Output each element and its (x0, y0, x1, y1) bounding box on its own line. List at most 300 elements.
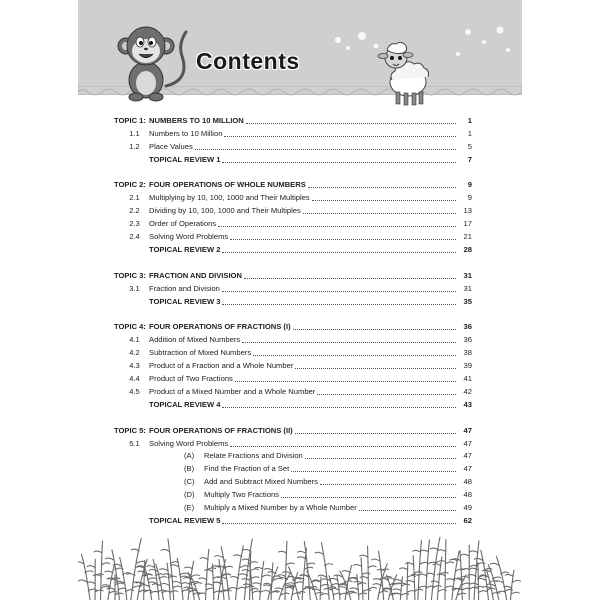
section-title: Subtraction of Mixed Numbers (149, 348, 252, 358)
section-number: 2.2 (129, 206, 140, 216)
topic-heading[interactable] (114, 423, 472, 436)
section-number: 4.1 (129, 335, 140, 345)
dot-leader (312, 200, 456, 201)
grass-leaf (163, 574, 171, 576)
dot-leader (295, 368, 456, 369)
grass-leaf (419, 574, 427, 576)
section-number: 5.1 (129, 438, 140, 448)
review-title: TOPICAL REVIEW 4 (149, 399, 221, 409)
grass-leaf (159, 577, 167, 579)
dot-leader (293, 329, 456, 330)
grass-leaf (150, 591, 158, 593)
topic-heading[interactable] (114, 113, 472, 126)
topic-group (114, 423, 472, 526)
grass-leaf (107, 588, 115, 590)
section-title: Solving Word Problems (149, 232, 229, 242)
subsection-letter: (B) (184, 464, 195, 474)
grass-leaf (322, 579, 330, 581)
grass-leaf (224, 566, 232, 568)
page-number: 42 (463, 386, 472, 396)
grass-leaf (185, 567, 193, 569)
grass-leaf (368, 566, 376, 568)
grass-blade (357, 574, 359, 600)
grass-leaf (198, 593, 206, 595)
grass-leaf (231, 577, 239, 579)
grass-leaf (470, 551, 478, 553)
grass-leaf (446, 562, 454, 564)
grass-leaf (342, 571, 350, 573)
subsection-entry[interactable] (114, 500, 472, 513)
grass-leaf (105, 558, 113, 560)
page-number: 47 (463, 438, 472, 448)
dot-leader (242, 342, 456, 343)
topic-group (114, 113, 472, 165)
grass-leaf (161, 583, 169, 585)
grass-blade (437, 557, 441, 600)
page-number: 36 (463, 322, 472, 332)
grass-leaf (205, 570, 213, 572)
grass-leaf (228, 588, 236, 590)
grass-blade (425, 540, 429, 600)
grass-leaf (173, 581, 181, 583)
subsection-title: Add and Subtract Mixed Numbers (204, 477, 318, 487)
dot-leader (235, 381, 456, 382)
dot-leader (244, 278, 456, 279)
grass-leaf (420, 562, 428, 564)
grass-leaf (349, 592, 357, 594)
topic-title: FOUR OPERATIONS OF WHOLE NUMBERS (149, 180, 306, 190)
grass-leaf (430, 548, 438, 550)
grass-blade (478, 563, 479, 600)
page-title: Contents (196, 48, 300, 74)
grass-leaf (162, 591, 170, 593)
grass-leaf (497, 591, 505, 593)
section-entry[interactable] (114, 281, 472, 294)
section-title: Order of Operations (149, 219, 217, 229)
topic-group (114, 178, 472, 255)
topic-heading[interactable] (114, 178, 472, 191)
grass-leaf (318, 575, 326, 577)
grass-leaf (419, 586, 427, 588)
topic-title: NUMBERS TO 10 MILLION (149, 115, 244, 125)
grass-leaf (478, 576, 486, 578)
grass-leaf (431, 581, 439, 583)
grass-leaf (242, 570, 250, 572)
dot-leader (305, 458, 456, 459)
page-number: 31 (463, 270, 472, 280)
topic-title: FRACTION AND DIVISION (149, 270, 242, 280)
page-number: 62 (463, 515, 472, 525)
grass-leaf (240, 566, 248, 568)
subsection-title: Multiply Two Fractions (204, 490, 279, 500)
section-title: Product of a Mixed Number and a Whole Number (149, 386, 316, 396)
grass-blade (219, 560, 224, 600)
dot-leader (222, 304, 456, 305)
grass-leaf (286, 563, 294, 565)
page-number: 35 (463, 296, 472, 306)
topic-heading[interactable] (114, 268, 472, 281)
dot-leader (224, 136, 456, 137)
page-number: 47 (463, 425, 472, 435)
topic-label: TOPIC 4: (114, 322, 146, 332)
grass-blade (131, 539, 141, 600)
grass-leaf (152, 584, 160, 586)
page-number: 5 (467, 141, 472, 151)
grass-blade (82, 554, 90, 600)
monkey-icon (108, 16, 192, 102)
grass-leaf (307, 563, 315, 565)
grass-blade (144, 566, 151, 600)
dot-leader (308, 187, 456, 188)
grass-leaf (240, 574, 248, 576)
subsection-title: Relate Fractions and Division (204, 451, 303, 461)
grass-leaf (320, 594, 328, 596)
grass-blade (321, 543, 329, 600)
grass-leaf (94, 551, 102, 553)
section-entry[interactable] (114, 203, 472, 216)
page-number: 9 (467, 193, 472, 203)
page-number: 47 (463, 464, 472, 474)
subsection-entry[interactable] (114, 474, 472, 487)
grass-blade (460, 551, 462, 600)
grass-leaf (194, 583, 202, 585)
section-number: 2.3 (129, 219, 140, 229)
grass-leaf (470, 583, 478, 585)
dot-leader (195, 149, 456, 150)
grass-leaf (312, 589, 320, 591)
dot-leader (218, 226, 456, 227)
grass-leaf (243, 549, 251, 551)
page-number: 41 (463, 374, 472, 384)
grass-leaf (350, 588, 358, 590)
table-of-contents (114, 113, 472, 539)
grass-leaf (87, 582, 95, 584)
page-number: 17 (463, 219, 472, 229)
section-number: 1.2 (129, 141, 140, 151)
section-number: 3.1 (129, 283, 140, 293)
grass-leaf (131, 549, 139, 551)
subsection-letter: (C) (184, 477, 195, 487)
dot-leader (291, 471, 456, 472)
grass-leaf (373, 584, 381, 586)
subsection-entry[interactable] (114, 487, 472, 500)
grass-leaf (495, 581, 503, 583)
grass-leaf (85, 571, 93, 573)
subsection-title: Find the Fraction of a Set (204, 464, 290, 474)
grass-leaf (492, 577, 500, 579)
grass-leaf (492, 592, 500, 594)
section-entry[interactable] (114, 216, 472, 229)
grass-leaf (199, 578, 207, 580)
grass-leaf (400, 568, 408, 570)
grass-leaf (182, 583, 190, 585)
grass-leaf (474, 558, 482, 560)
grass-leaf (105, 571, 113, 573)
section-entry[interactable] (114, 190, 472, 203)
grass-leaf (274, 578, 282, 580)
grass-leaf (414, 572, 422, 574)
grass-leaf (295, 582, 303, 584)
section-title: Dividing by 10, 100, 1000 and Their Multiples (149, 206, 301, 216)
section-number: 4.2 (129, 348, 140, 358)
page-number: 7 (467, 154, 472, 164)
page-number: 38 (463, 348, 472, 358)
page-number: 1 (467, 128, 472, 138)
grass-leaf (250, 588, 258, 590)
topical-review-entry[interactable] (114, 152, 472, 165)
page-number: 31 (463, 283, 472, 293)
page-number: 28 (463, 244, 472, 254)
dot-leader (230, 446, 456, 447)
topic-label: TOPIC 2: (114, 180, 146, 190)
grass-leaf (360, 555, 368, 557)
grass-blade (320, 577, 321, 600)
grass-leaf (173, 586, 181, 588)
page-number: 43 (463, 399, 472, 409)
grass-leaf (315, 592, 323, 594)
section-entry[interactable] (114, 384, 472, 397)
section-number: 2.4 (129, 232, 140, 242)
grass-leaf (234, 555, 242, 557)
grass-leaf (372, 559, 380, 561)
grass-leaf (368, 587, 376, 589)
grass-leaf (513, 580, 521, 582)
page-number: 9 (467, 180, 472, 190)
grass-leaf (293, 578, 301, 580)
grass-leaf (393, 589, 401, 591)
grass-leaf (325, 564, 333, 566)
grass-leaf (407, 591, 415, 593)
topical-review-entry[interactable] (114, 242, 472, 255)
grass-leaf (394, 580, 402, 582)
section-title: Product of Two Fractions (149, 374, 233, 384)
grass-leaf (462, 588, 470, 590)
grass-leaf (146, 566, 154, 568)
topic-label: TOPIC 5: (114, 425, 146, 435)
dot-leader (295, 433, 456, 434)
grass-leaf (147, 578, 155, 580)
grass-blade (235, 546, 243, 600)
grass-blade (445, 540, 446, 600)
section-entry[interactable] (114, 126, 472, 139)
grass-leaf (475, 586, 483, 588)
page-number: 36 (463, 335, 472, 345)
dot-leader (303, 213, 456, 214)
subsection-letter: (E) (184, 503, 195, 513)
grass-leaf (200, 558, 208, 560)
grass-blade (260, 561, 264, 600)
grass-leaf (253, 583, 261, 585)
grass-leaf (262, 575, 270, 577)
topic-group (114, 320, 472, 410)
grass-blade (167, 563, 170, 600)
grass-leaf (180, 573, 188, 575)
grass-blade (368, 546, 369, 600)
grass-leaf (118, 588, 126, 590)
grass-blade (413, 556, 415, 600)
page-number: 13 (463, 206, 472, 216)
grass-leaf (251, 577, 259, 579)
grass-leaf (279, 551, 287, 553)
section-title: Place Values (149, 141, 193, 151)
grass-blade (206, 549, 209, 600)
grass-leaf (297, 551, 305, 553)
topic-label: TOPIC 1: (114, 115, 146, 125)
grass-blade (177, 558, 183, 600)
review-title: TOPICAL REVIEW 2 (149, 244, 221, 254)
grass-leaf (353, 565, 361, 567)
topic-title: FOUR OPERATIONS OF FRACTIONS (II) (149, 425, 293, 435)
grass-leaf (490, 563, 498, 565)
grass-leaf (237, 587, 245, 589)
grass-leaf (445, 586, 453, 588)
page-number: 48 (463, 477, 472, 487)
section-title: Multiplying by 10, 100, 1000 and Their Multiples (149, 193, 310, 203)
section-title: Numbers to 10 Million (149, 128, 223, 138)
dot-leader (222, 252, 456, 253)
grass-leaf (470, 568, 478, 570)
dot-leader (222, 291, 456, 292)
grass-blade (307, 571, 317, 600)
grass-leaf (79, 580, 87, 582)
dot-leader (359, 510, 456, 511)
grass-blade (190, 574, 200, 600)
page-number: 1 (467, 115, 472, 125)
grass-leaf (305, 567, 313, 569)
subsection-letter: (D) (184, 490, 195, 500)
grass-leaf (156, 574, 164, 576)
dot-leader (320, 484, 456, 485)
subsection-title: Multiply a Mixed Number by a Whole Number (204, 503, 357, 513)
grass-illustration (78, 520, 522, 600)
dot-leader (281, 497, 456, 498)
section-entry[interactable] (114, 139, 472, 152)
section-entry[interactable] (114, 371, 472, 384)
grass-leaf (505, 574, 513, 576)
page-number: 48 (463, 490, 472, 500)
subsection-letter: (A) (184, 451, 195, 461)
grass-leaf (406, 563, 414, 565)
grass-leaf (265, 569, 273, 571)
grass-leaf (301, 575, 309, 577)
grass-leaf (437, 574, 445, 576)
section-number: 4.4 (129, 374, 140, 384)
section-entry[interactable] (114, 229, 472, 242)
review-title: TOPICAL REVIEW 3 (149, 296, 221, 306)
section-number: 4.3 (129, 361, 140, 371)
grass-leaf (137, 561, 145, 563)
section-title: Product of a Fraction and a Whole Number (149, 361, 294, 371)
grass-leaf (260, 590, 268, 592)
grass-leaf (315, 552, 323, 554)
section-title: Fraction and Division (149, 283, 220, 293)
grass-leaf (78, 562, 83, 564)
grass-leaf (363, 590, 371, 592)
grass-leaf (115, 583, 123, 585)
grass-leaf (283, 572, 291, 574)
grass-leaf (511, 592, 519, 594)
grass-leaf (252, 591, 260, 593)
grass-leaf (297, 592, 305, 594)
grass-leaf (149, 569, 157, 571)
grass-leaf (161, 549, 169, 551)
page-number: 47 (463, 451, 472, 461)
dot-leader (253, 355, 456, 356)
grass-leaf (141, 585, 149, 587)
section-title: Addition of Mixed Numbers (149, 335, 241, 345)
page-number: 21 (463, 232, 472, 242)
grass-blade (285, 541, 287, 600)
grass-leaf (334, 575, 342, 577)
grass-leaf (413, 550, 421, 552)
grass-leaf (311, 581, 319, 583)
section-entry[interactable] (114, 436, 472, 449)
section-entry[interactable] (114, 358, 472, 371)
topical-review-entry[interactable] (114, 397, 472, 410)
grass-leaf (478, 591, 486, 593)
lamb-icon (376, 36, 440, 106)
grass-leaf (160, 569, 168, 571)
page-number: 39 (463, 361, 472, 371)
topic-group (114, 268, 472, 307)
grass-leaf (360, 577, 368, 579)
grass-leaf (215, 556, 223, 558)
grass-leaf (170, 562, 178, 564)
grass-blade (101, 541, 103, 600)
grass-leaf (250, 569, 258, 571)
grass-leaf (109, 591, 117, 593)
grass-leaf (102, 563, 110, 565)
grass-leaf (461, 554, 469, 556)
section-number: 1.1 (129, 128, 140, 138)
grass-leaf (438, 550, 446, 552)
subsection-entry[interactable] (114, 449, 472, 462)
section-number: 2.1 (129, 193, 140, 203)
grass-leaf (450, 559, 458, 561)
grass-leaf (298, 557, 306, 559)
grass-leaf (433, 586, 441, 588)
section-number: 4.5 (129, 386, 140, 396)
grass-leaf (275, 588, 283, 590)
grass-blade (112, 550, 120, 600)
dot-leader (230, 239, 456, 240)
topic-label: TOPIC 3: (114, 270, 146, 280)
grass-leaf (264, 585, 272, 587)
review-title: TOPICAL REVIEW 1 (149, 154, 221, 164)
dot-leader (246, 123, 456, 124)
contents-page (78, 0, 522, 600)
topical-review-entry[interactable] (114, 294, 472, 307)
grass-leaf (93, 575, 101, 577)
section-entry[interactable] (114, 332, 472, 345)
section-title: Solving Word Problems (149, 438, 229, 448)
grass-leaf (421, 550, 429, 552)
grass-leaf (433, 564, 441, 566)
topic-heading[interactable] (114, 320, 472, 333)
grass-blade (418, 540, 422, 600)
grass-leaf (285, 583, 293, 585)
grass-leaf (338, 587, 346, 589)
topic-title: FOUR OPERATIONS OF FRACTIONS (I) (149, 322, 291, 332)
grass-leaf (87, 566, 95, 568)
dot-leader (222, 162, 456, 163)
grass-leaf (272, 576, 280, 578)
page-number: 49 (463, 503, 472, 513)
section-entry[interactable] (114, 345, 472, 358)
review-title: TOPICAL REVIEW 5 (149, 515, 221, 525)
grass-leaf (191, 575, 199, 577)
subsection-entry[interactable] (114, 461, 472, 474)
